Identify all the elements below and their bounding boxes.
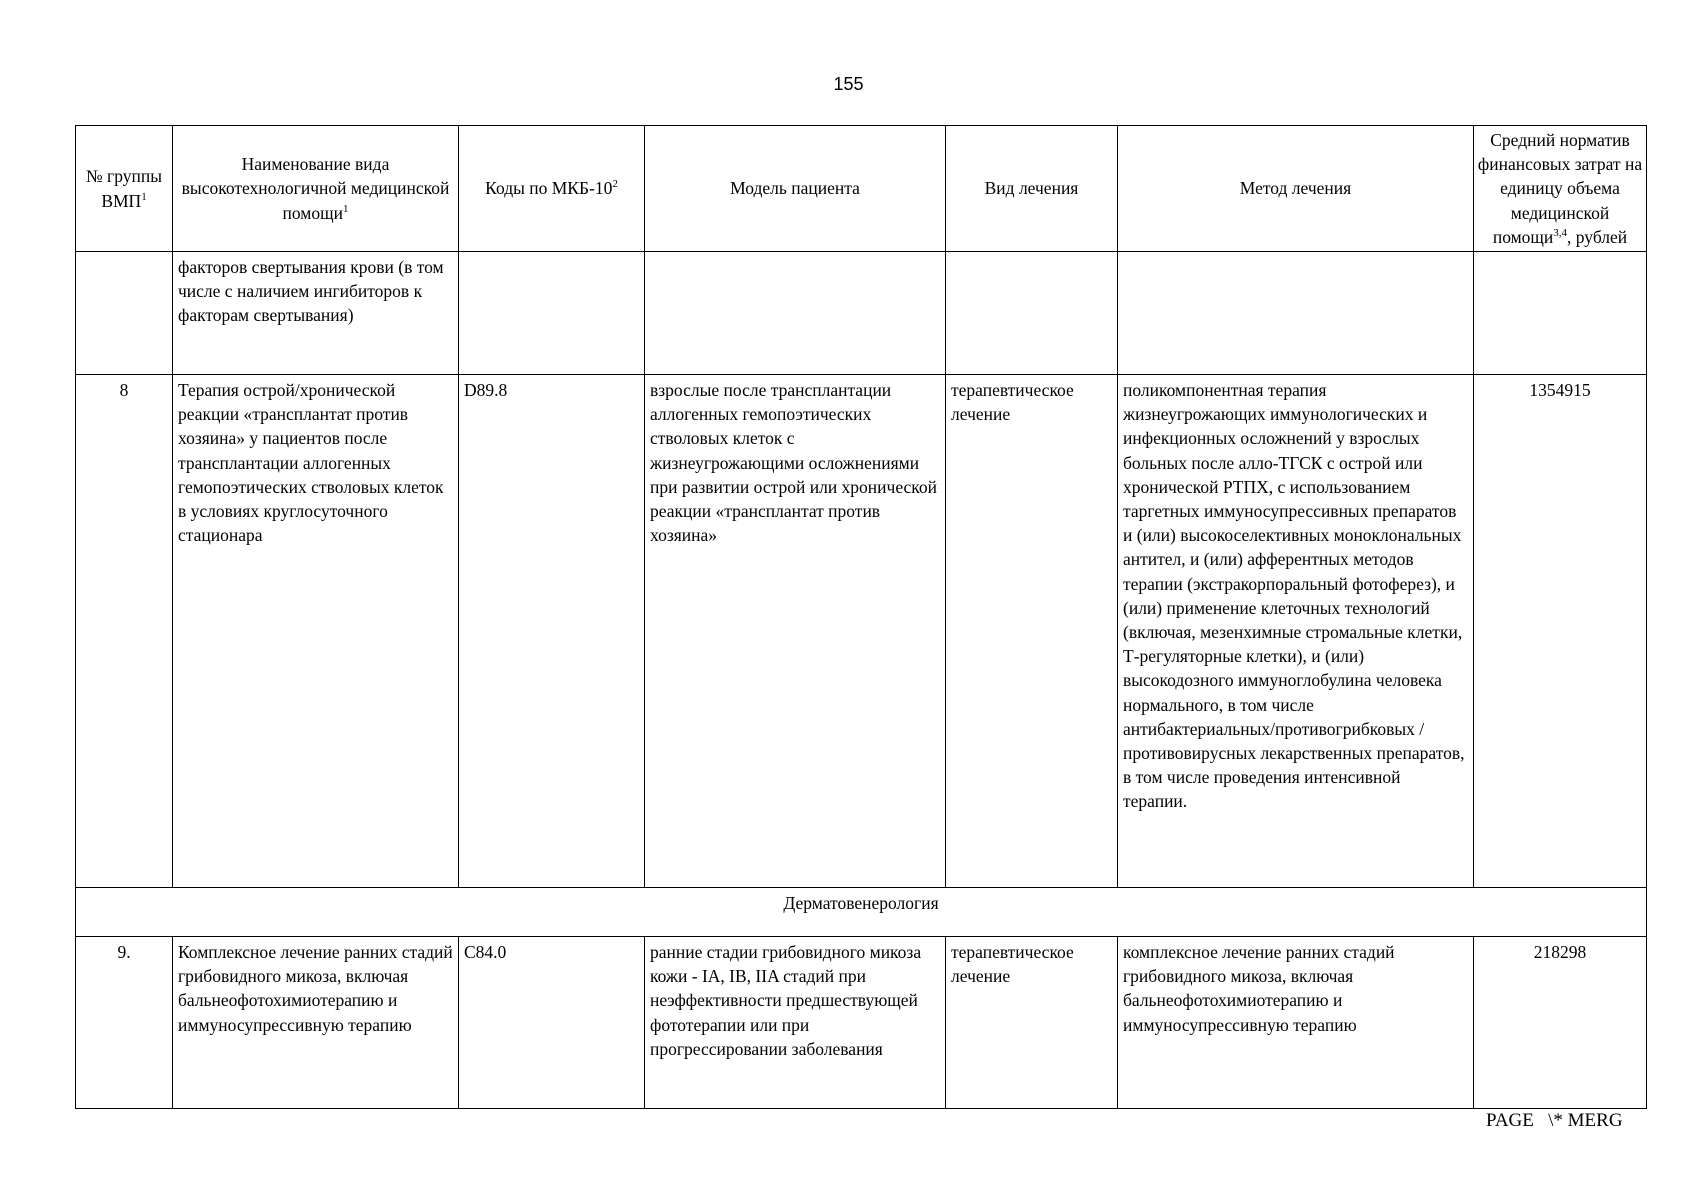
header-treatment-type: Вид лечения [946,126,1118,252]
cell-cost-norm: 1354915 [1474,375,1647,888]
header-treatment-method: Метод лечения [1118,126,1474,252]
cell-icd-codes: C84.0 [459,937,645,1109]
cell-cost-norm: 218298 [1474,937,1647,1109]
header-cost-norm: Средний норматив финансовых затрат на единицу объема медицинской помощи$^{3,4}$, рублей [1474,126,1647,252]
page-footer-field: PAGE \* MERG [1486,1110,1623,1131]
cell-care-name: факторов свертывания крови (в том числе с наличием ингибиторов к факторам свертывания) [173,252,459,375]
table-row-9 [76,937,1647,1109]
vmp-table [75,125,1647,1109]
cell-treatment-type: терапевтическое лечение [946,375,1118,888]
cell-patient-model: взрослые после трансплантации аллогенных гемопоэтических стволовых клеток с жизнеугрожающими осложнениями при развитии острой или хронической реакции «трансплантат против хозяина» [645,375,946,888]
cell-cost-norm [1474,252,1647,375]
cell-icd-codes [459,252,645,375]
cell-care-name: Комплексное лечение ранних стадий грибовидного микоза, включая бальнеофотохимиотерапию и иммуносупрессивную терапию [173,937,459,1109]
table-row-8 [76,375,1647,888]
cell-care-name: Терапия острой/хронической реакции «трансплантат против хозяина» у пациентов после трансплантации аллогенных гемопоэтических стволовых клеток в условиях круглосуточного стационара [173,375,459,888]
section-title: Дерматовенерология [76,888,1647,937]
header-patient-model: Модель пациента [645,126,946,252]
header-icd-codes: Коды по МКБ-$10^2$ [459,126,645,252]
cell-group-no: 8 [76,375,173,888]
header-group-no: № группы ВМП$^1$ [76,126,173,252]
cell-patient-model [645,252,946,375]
cell-group-no: 9. [76,937,173,1109]
cell-group-no [76,252,173,375]
cell-treatment-type [946,252,1118,375]
cell-icd-codes: D89.8 [459,375,645,888]
header-care-name: Наименование вида высокотехнологичной медицинской помощи$^1$ [173,126,459,252]
section-row [76,888,1647,937]
page-number: 155 [833,74,864,94]
cell-treatment-method [1118,252,1474,375]
cell-treatment-method: комплексное лечение ранних стадий грибовидного микоза, включая бальнеофотохимиотерапию и иммуносупрессивную терапию [1118,937,1474,1109]
cell-treatment-method: поликомпонентная терапия жизнеугрожающих иммунологических и инфекционных осложнений у взрослых больных после алло-ТГСК с острой или хронической РТПХ, с использованием таргетных иммуносупрессивных препаратов и (или) высокоселективных моноклональных антител, и (или) афферентных методов терапии (экстракорпоральный фотоферез), и (или) применение клеточных технологий (включая, мезенхимные стромальные клетки, Т-регуляторные клетки), и (или) высокодозного иммуноглобулина человека нормального, в том числе антибактериальных/противогрибковых /противовирусных лекарственных препаратов, в том числе проведения интенсивной терапии. [1118,375,1474,888]
cell-patient-model: ранние стадии грибовидного микоза кожи - IA, IB, IIA стадий при неэффективности предшествующей фототерапии или при прогрессировании заболевания [645,937,946,1109]
cell-treatment-type: терапевтическое лечение [946,937,1118,1109]
table-row-continuation [76,252,1647,375]
table-header-row [76,126,1647,252]
